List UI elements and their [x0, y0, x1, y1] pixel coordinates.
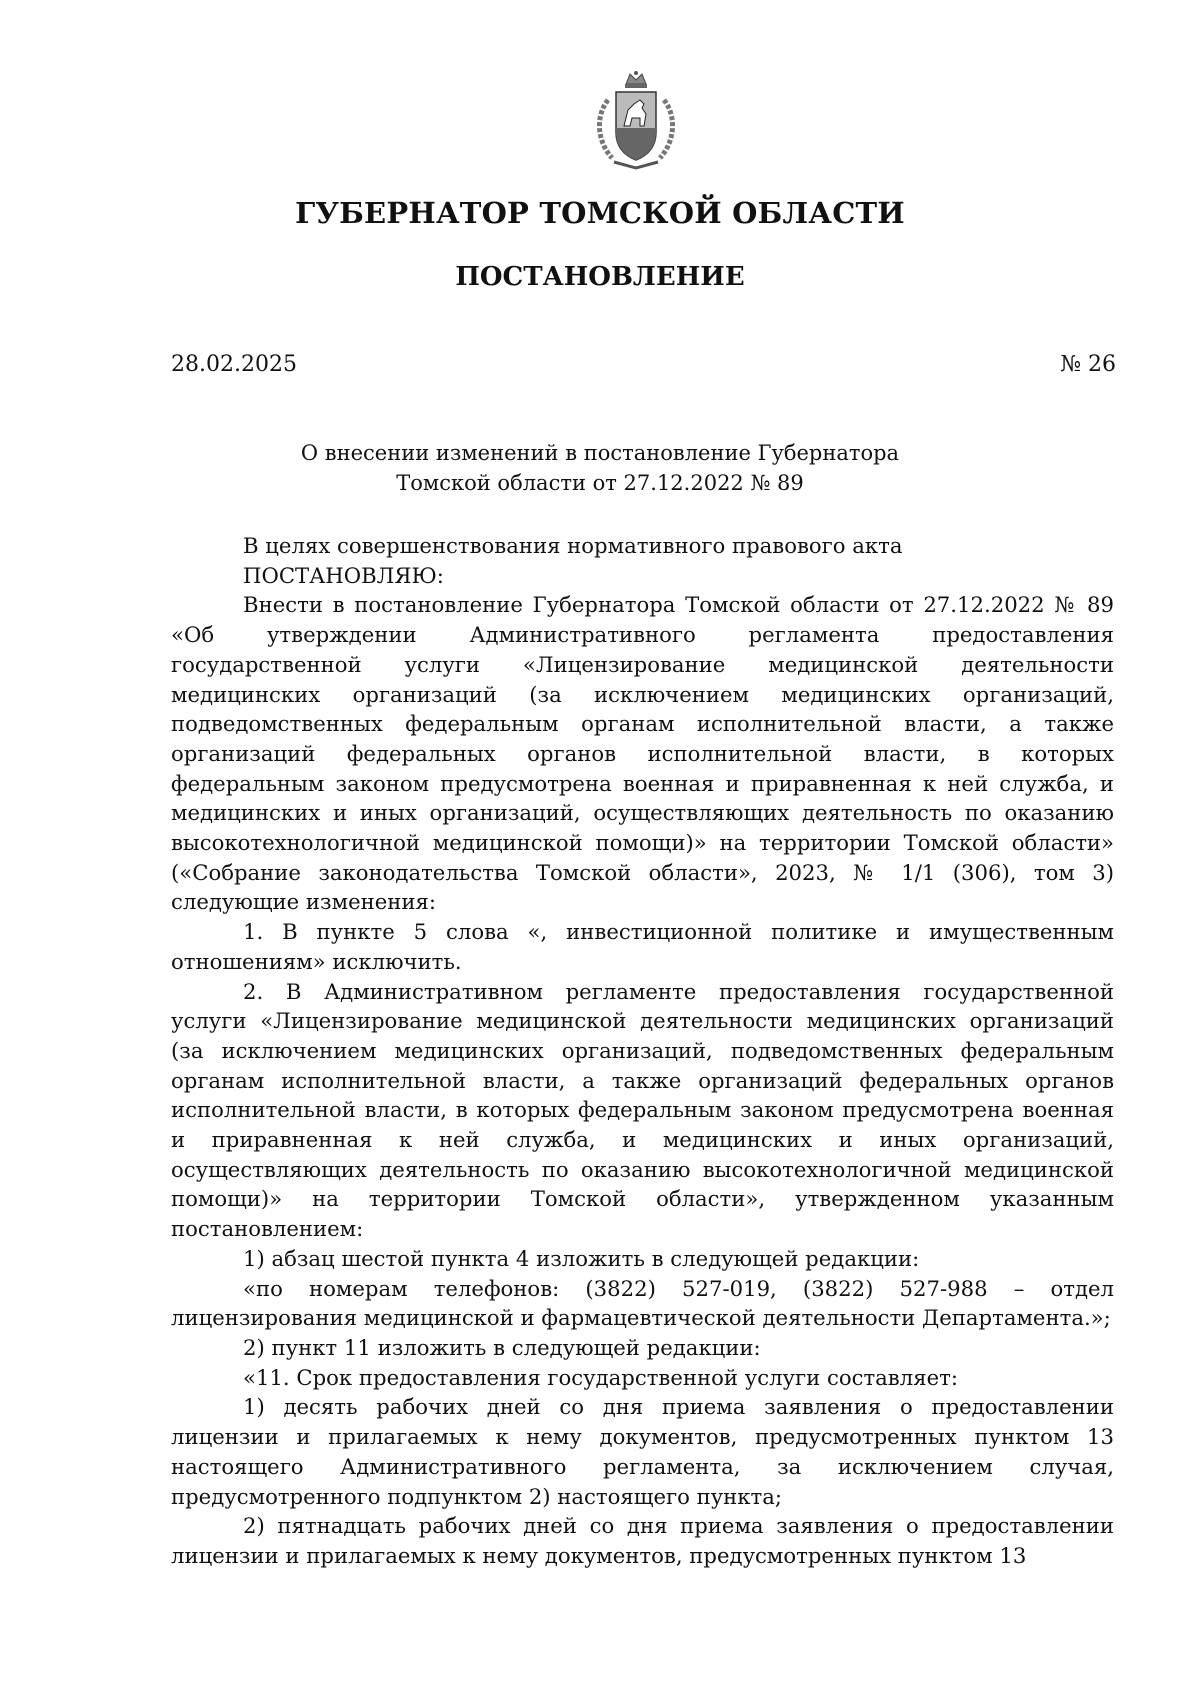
document-number: № 26	[1060, 352, 1116, 377]
tomsk-region-coat-of-arms-icon	[588, 70, 684, 172]
paragraph: «по номерам телефонов: (3822) 527-019, (3822) 527-988 – отдел лицензирования медицинской и фармацевтической деятельности Департамента.»;	[171, 1275, 1114, 1331]
paragraph: 2. В Административном регламенте предоставления государственной услуги «Лицензирование медицинской деятельности медицинских организаций (за исключением медицинских организаций, подведомственных федеральным органам исполнительной власти, а также организаций федеральных органов исполнительной власти, в которых федеральным законом предусмотрена военная и приравненная к ней служба, и медицинских и иных организаций, осуществляющих деятельность по оказанию высокотехнологичной медицинской помощи)» на территории Томской области», утвержденном указанным постановлением:	[171, 978, 1114, 1242]
subject-line-2: Томской области от 27.12.2022 № 89	[396, 471, 804, 495]
paragraph: ПОСТАНОВЛЯЮ:	[243, 562, 444, 588]
paragraph: 2) пятнадцать рабочих дней со дня приема заявления о предоставлении лицензии и прилагаемых к нему документов, предусмотренных пунктом 13	[171, 1513, 1114, 1568]
paragraph: 1) десять рабочих дней со дня приема заявления о предоставлении лицензии и прилагаемых к нему документов, предусмотренных пунктом 13 настоящего Административного регламента, за исключением случая, предусмотренного подпунктом 2) настоящего пункта;	[171, 1394, 1114, 1509]
paragraph: 1. В пункте 5 слова «, инвестиционной политике и имущественным отношениям» исключить.	[171, 919, 1114, 974]
organization-title: ГУБЕРНАТОР ТОМСКОЙ ОБЛАСТИ	[295, 196, 905, 230]
subject-line-1: О внесении изменений в постановление Губернатора	[300, 441, 900, 465]
document-date: 28.02.2025	[171, 352, 297, 377]
paragraph: 1) абзац шестой пункта 4 изложить в следующей редакции:	[243, 1245, 920, 1271]
paragraph: 2) пункт 11 изложить в следующей редакции:	[243, 1334, 761, 1360]
document-type-title: ПОСТАНОВЛЕНИЕ	[455, 262, 745, 292]
paragraph: Внести в постановление Губернатора Томской области от 27.12.2022 № 89 «Об утверждении Административного регламента предоставления государственной услуги «Лицензирование медицинской деятельности медицинских организаций (за исключением медицинских организаций, подведомственных федеральным органам исполнительной власти, а также организаций федеральных органов исполнительной власти, в которых федеральным законом предусмотрена военная и приравненная к ней служба, и медицинских и иных организаций, осуществляющих деятельность по оказанию высокотехнологичной медицинской помощи)» на территории Томской области» («Собрание законодательства Томской области», 2023, № 1/1 (306), том 3) следующие изменения:	[171, 592, 1114, 915]
paragraph: «11. Срок предоставления государственной услуги составляет:	[243, 1364, 958, 1390]
document-subject	[0, 438, 1200, 498]
paragraph: В целях совершенствования нормативного правового акта	[243, 533, 903, 558]
document-body	[171, 531, 1114, 1571]
